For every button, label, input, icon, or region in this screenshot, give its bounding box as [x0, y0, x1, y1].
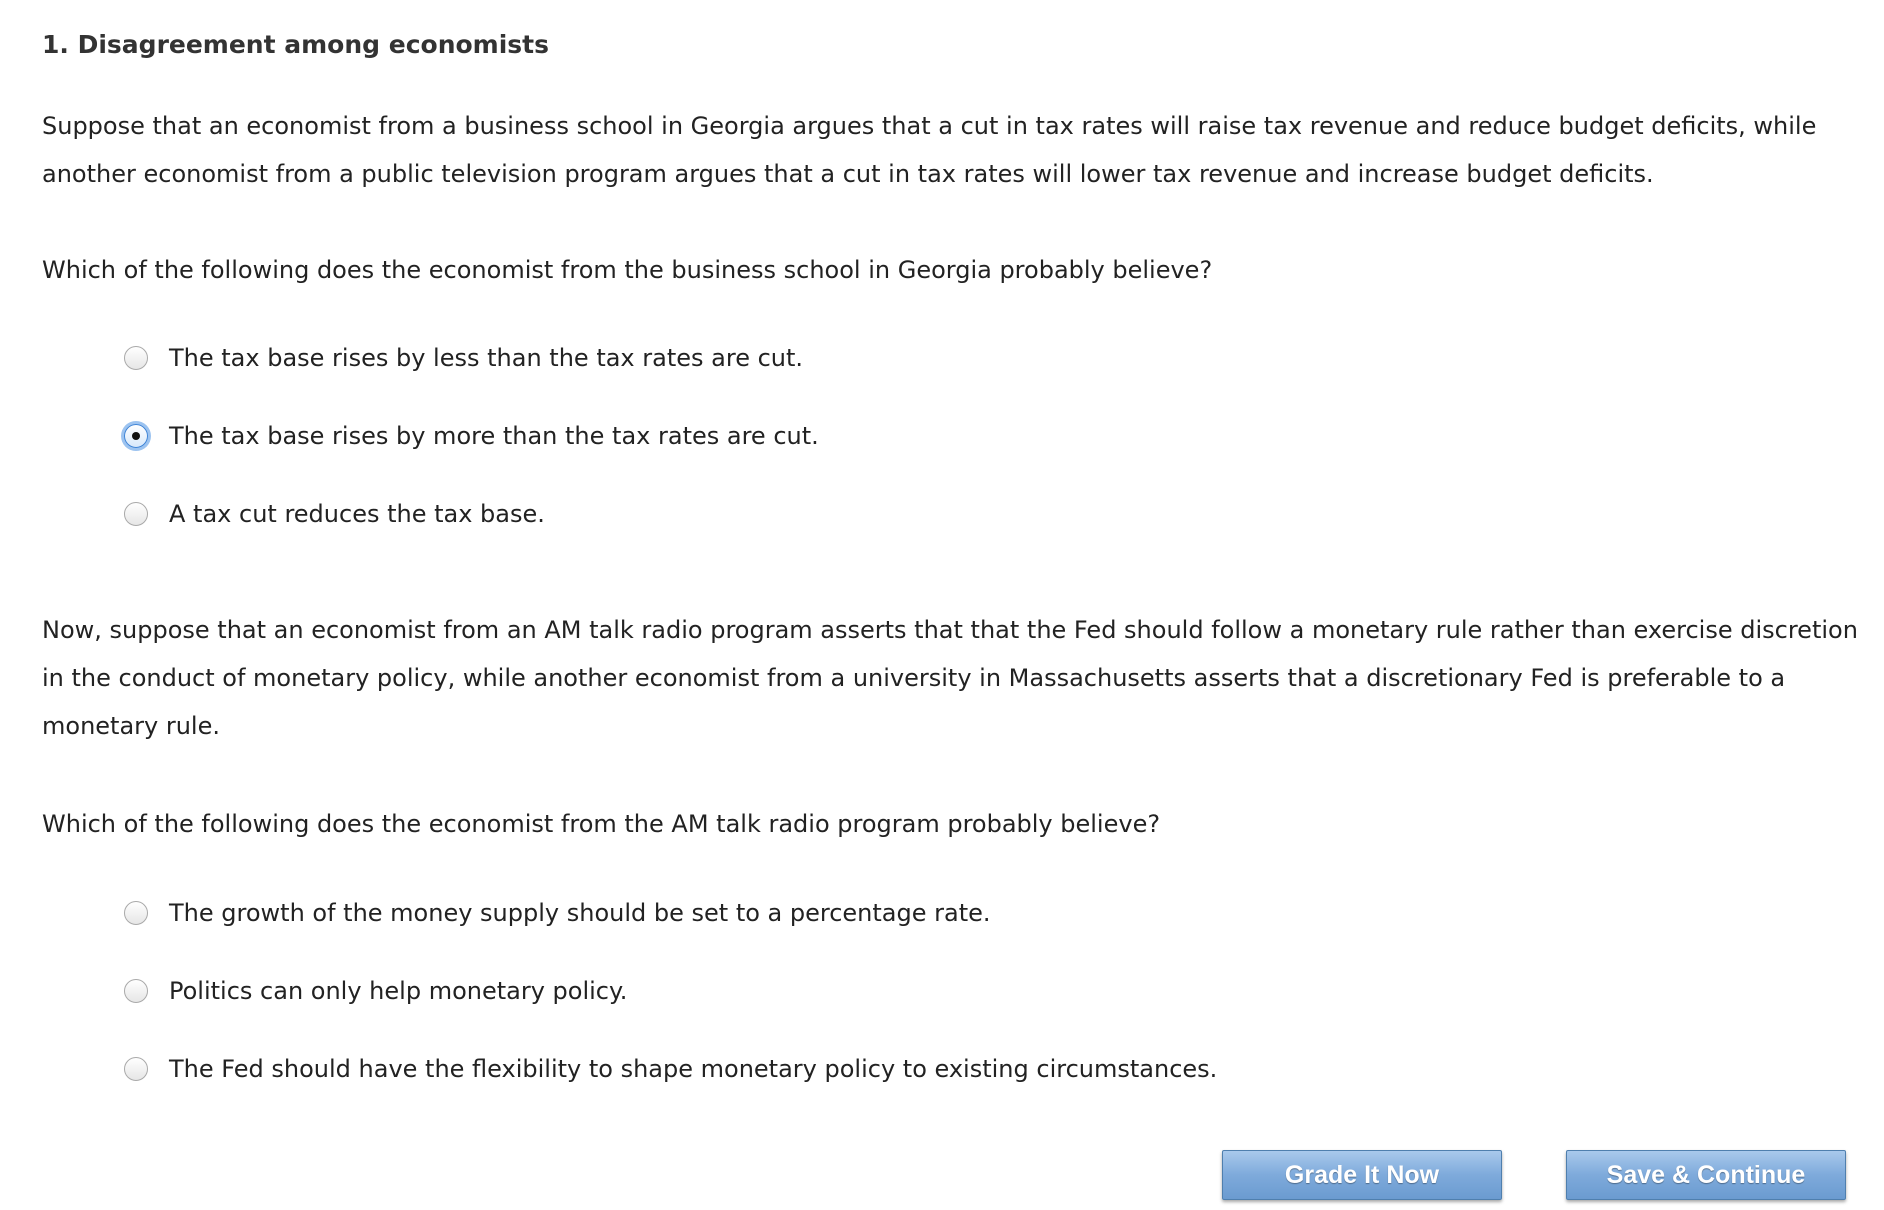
option-label: A tax cut reduces the tax base. — [169, 500, 545, 528]
option-label: Politics can only help monetary policy. — [169, 977, 628, 1005]
option-label: The Fed should have the flexibility to shape monetary policy to existing circumstances. — [169, 1055, 1218, 1083]
part1-option-1[interactable] — [124, 340, 803, 376]
radio-dot-icon — [132, 432, 140, 440]
radio-button-selected[interactable] — [124, 424, 148, 448]
grade-it-now-button[interactable]: Grade It Now — [1222, 1150, 1502, 1200]
option-label: The tax base rises by more than the tax rates are cut. — [169, 422, 819, 450]
part2-option-3[interactable] — [124, 1051, 1217, 1087]
option-label: The growth of the money supply should be set to a percentage rate. — [169, 899, 991, 927]
page-title: 1. Disagreement among economists — [42, 30, 550, 59]
part1-option-2[interactable] — [124, 418, 819, 454]
part2-paragraph: Now, suppose that an economist from an AM talk radio program asserts that that the Fed should follow a monetary rule rather than exercise discretion in the conduct of monetary policy, while another economist from a university in Massachusetts asserts that a discretionary Fed is preferable to a monetary rule. — [42, 616, 1858, 740]
part2-question: Which of the following does the economist from the AM talk radio program probably believe? — [42, 810, 1161, 838]
part1-question: Which of the following does the economist from the business school in Georgia probably believe? — [42, 256, 1213, 284]
save-and-continue-button[interactable]: Save & Continue — [1566, 1150, 1846, 1200]
radio-button[interactable] — [124, 901, 148, 925]
radio-button[interactable] — [124, 979, 148, 1003]
part2-option-1[interactable] — [124, 895, 991, 931]
radio-button[interactable] — [124, 346, 148, 370]
part2-option-2[interactable] — [124, 973, 627, 1009]
radio-button[interactable] — [124, 1057, 148, 1081]
radio-button[interactable] — [124, 502, 148, 526]
part1-option-3[interactable] — [124, 496, 545, 532]
part1-paragraph: Suppose that an economist from a business school in Georgia argues that a cut in tax rates will raise tax revenue and reduce budget deficits, while another economist from a public television program argues that a cut in tax rates will lower tax revenue and increase budget deficits. — [42, 112, 1817, 188]
option-label: The tax base rises by less than the tax rates are cut. — [169, 344, 804, 372]
